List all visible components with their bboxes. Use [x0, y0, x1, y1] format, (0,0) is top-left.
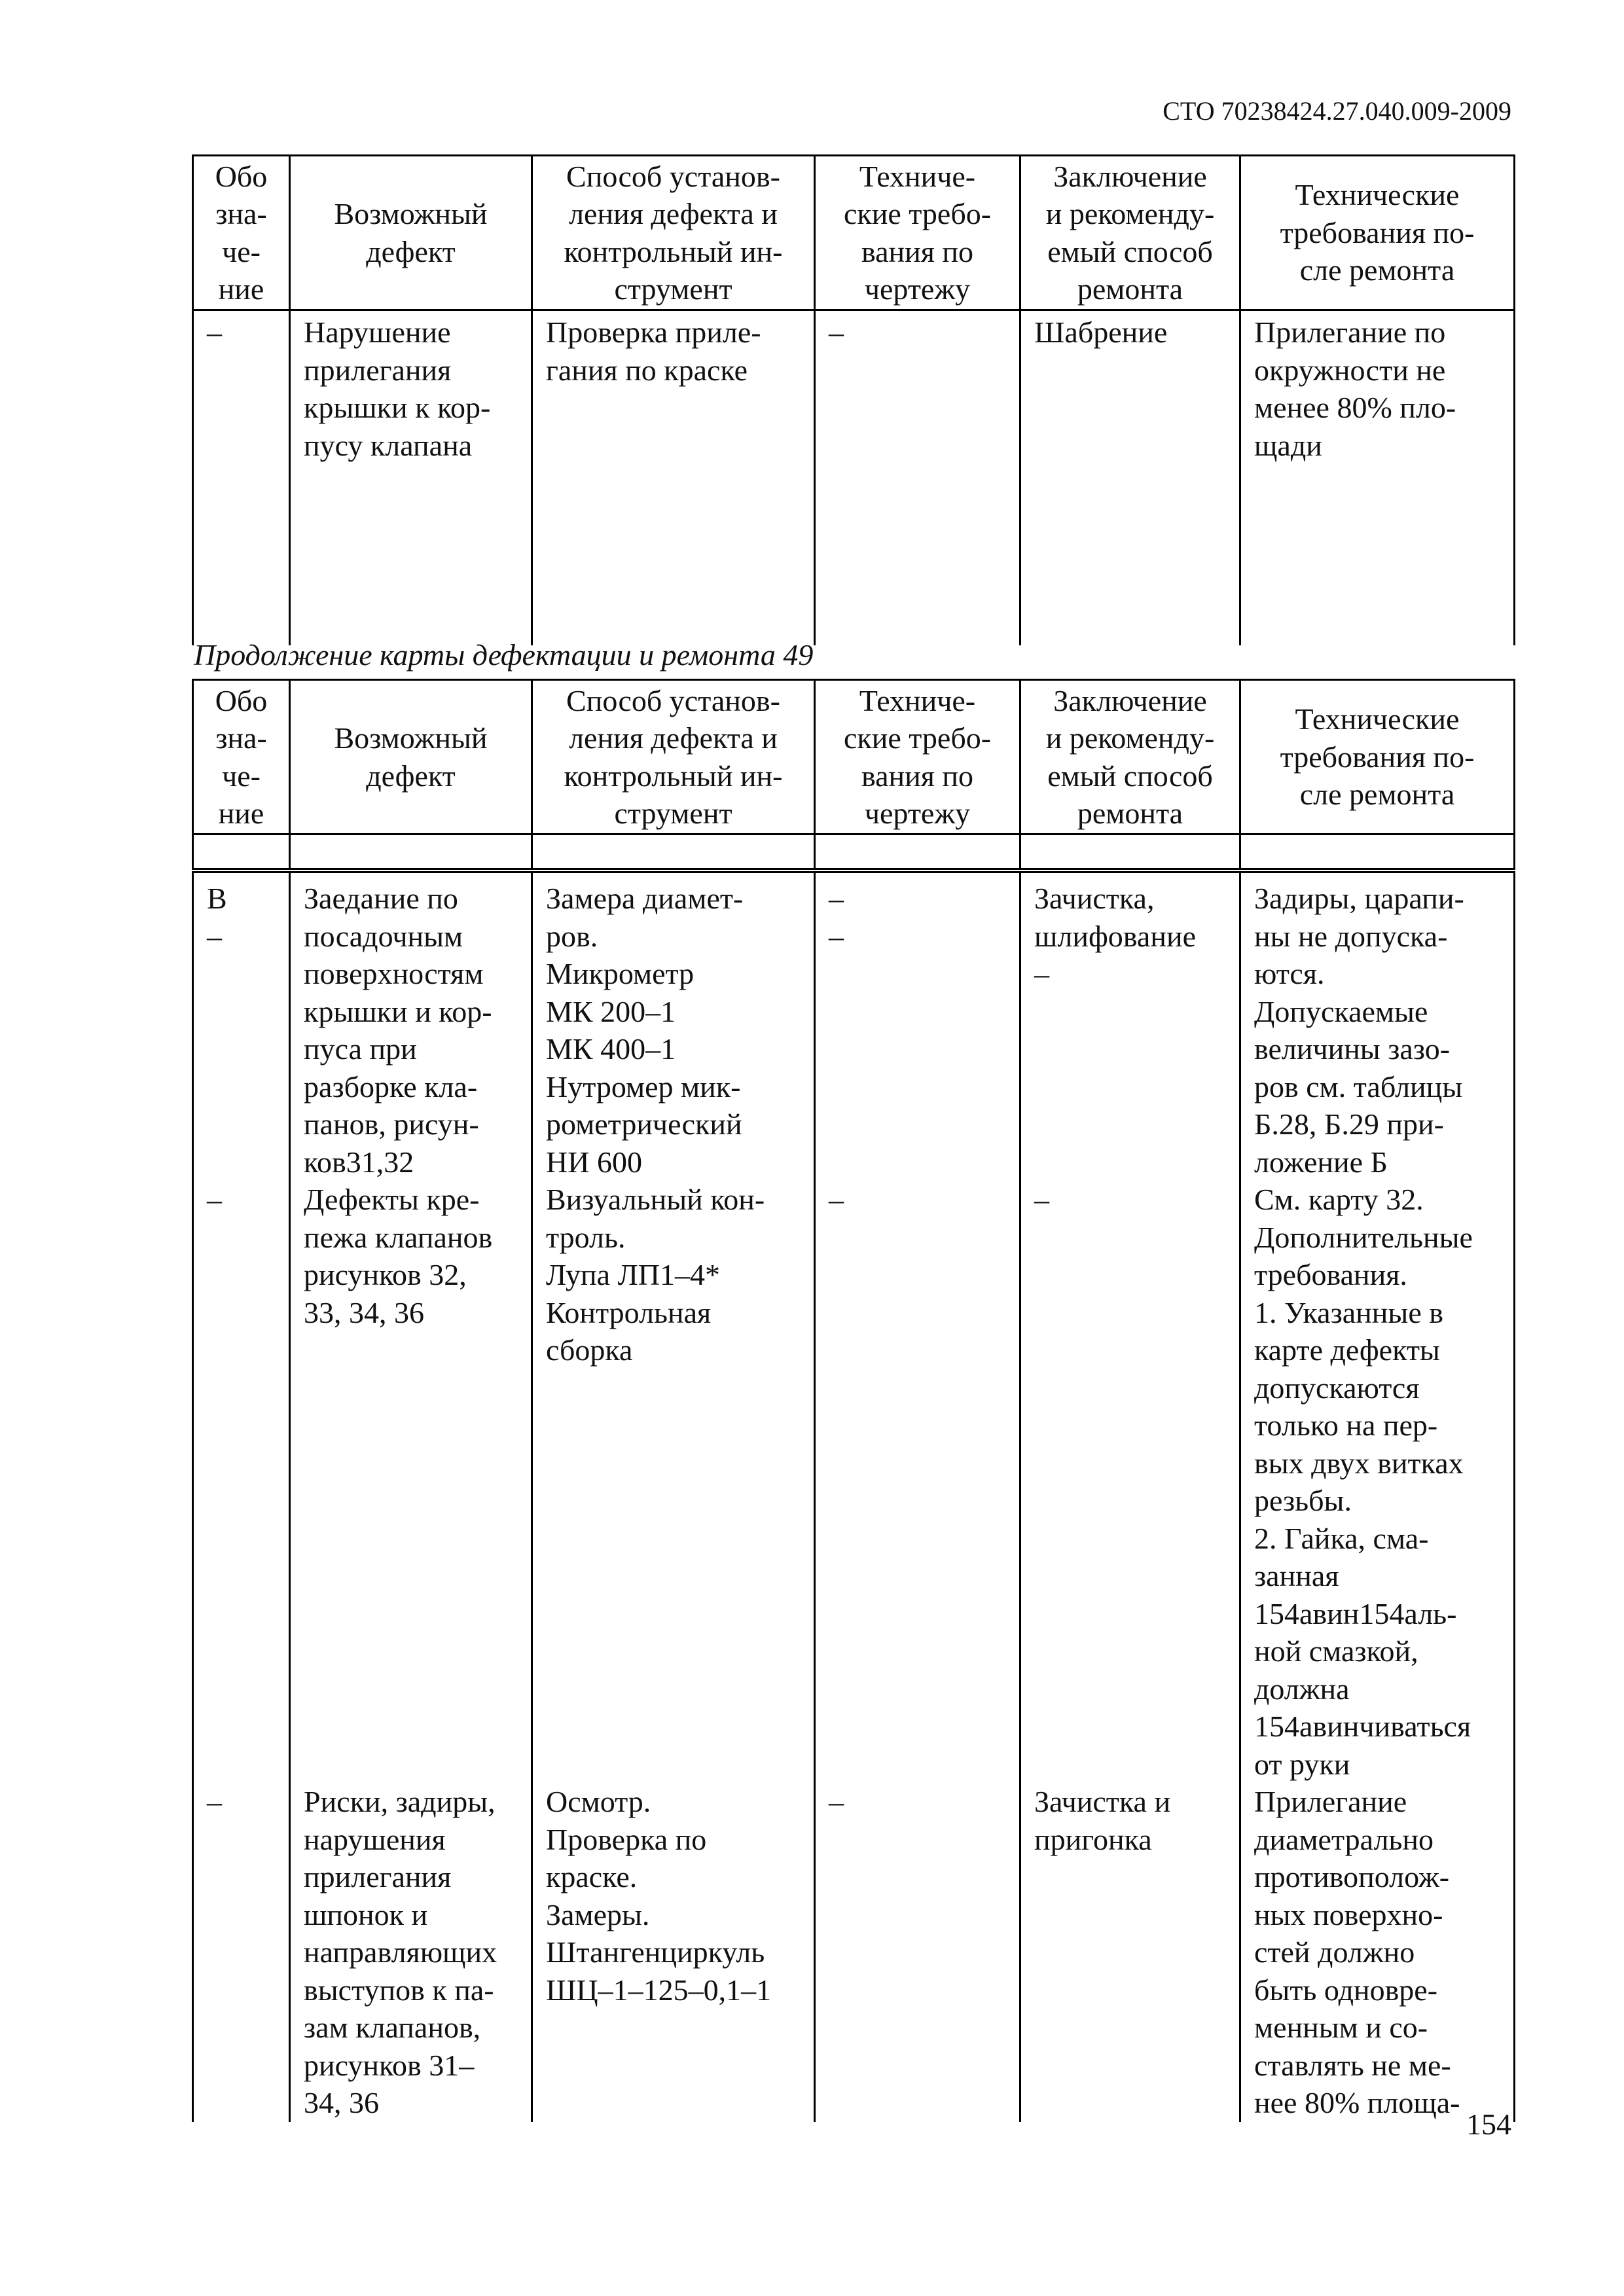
cell-defect: Риски, задиры, нарушения прилегания шпонок и направляющих выступов к па- зам клапанов, рисунков 31– 34, 36 — [290, 1783, 532, 2122]
cell-drawing-req: – — [815, 1783, 1020, 2122]
column-header-after-repair: Технические требования по- сле ремонта — [1240, 680, 1515, 834]
cell-method: Проверка приле- гания по краске — [532, 310, 815, 646]
column-header-designation: Обо зна- че- ние — [193, 680, 290, 834]
column-header-defect: Возможный дефект — [290, 156, 532, 310]
table-row — [193, 310, 1515, 646]
cell-designation: – — [193, 310, 290, 646]
cell-repair: Зачистка и пригонка — [1020, 1783, 1240, 2122]
cell-after-repair: Прилегание по окружности не менее 80% пло- щади — [1240, 310, 1515, 646]
cell-drawing-req: – – – — [815, 870, 1020, 1783]
column-header-method: Способ установ- ления дефекта и контрольный ин- струмент — [532, 680, 815, 834]
document-code: СТО 70238424.27.040.009-2009 — [1163, 96, 1511, 126]
empty-cell — [815, 834, 1020, 871]
empty-cell — [1240, 834, 1515, 871]
page-number: 154 — [1466, 2108, 1511, 2141]
defect-table-continued — [192, 679, 1515, 2122]
empty-cell — [193, 834, 290, 871]
cell-defect: Заедание по посадочным поверхностям крышки и кор- пуса при разборке кла- панов, рисун- ков31,32 Дефекты кре- пежа клапанов рисунков 32, 33, 34, 36 — [290, 870, 532, 1783]
table-header-row — [193, 156, 1515, 310]
table-row — [193, 870, 1515, 1783]
column-header-repair: Заключение и рекоменду- емый способ ремонта — [1020, 680, 1240, 834]
column-header-designation: Обо зна- че- ние — [193, 156, 290, 310]
cell-designation: – — [193, 1783, 290, 2122]
cell-repair: Шабрение — [1020, 310, 1240, 646]
empty-cell — [532, 834, 815, 871]
defect-table-top — [192, 154, 1515, 645]
cell-method: Осмотр. Проверка по краске. Замеры. Штангенциркуль ШЦ–1–125–0,1–1 — [532, 1783, 815, 2122]
table-caption: Продолжение карты дефектации и ремонта 49 — [194, 638, 814, 672]
column-header-repair: Заключение и рекоменду- емый способ ремонта — [1020, 156, 1240, 310]
cell-designation: В – – — [193, 870, 290, 1783]
cell-after-repair: Прилегание диаметрально противополож- ных поверхно- стей должно быть одновре- менным и со- ставлять не ме- нее 80% площа- — [1240, 1783, 1515, 2122]
empty-cell — [290, 834, 532, 871]
column-header-after-repair: Технические требования по- сле ремонта — [1240, 156, 1515, 310]
table-header-row — [193, 680, 1515, 834]
column-header-drawing-req: Техниче- ские требо- вания по чертежу — [815, 680, 1020, 834]
cell-method: Замера диамет- ров. Микрометр МК 200–1 МК 400–1 Нутромер мик- рометрический НИ 600 Визуальный кон- троль. Лупа ЛП1–4* Контрольная сборка — [532, 870, 815, 1783]
cell-after-repair: Задиры, царапи- ны не допуска- ются. Допускаемые величины зазо- ров см. таблицы Б.28, Б.29 при- ложение Б См. карту 32. Дополнительные требования. 1. Указанные в карте дефекты допускаются только на пер- вых двух витках резьбы. 2. Гайка, сма- занная 154авин154аль- ной смазкой, должна 154авинчиваться от руки — [1240, 870, 1515, 1783]
column-header-defect: Возможный дефект — [290, 680, 532, 834]
cell-drawing-req: – — [815, 310, 1020, 646]
cell-defect: Нарушение прилегания крышки к кор- пусу клапана — [290, 310, 532, 646]
table-row — [193, 1783, 1515, 2122]
column-header-drawing-req: Техниче- ские требо- вания по чертежу — [815, 156, 1020, 310]
empty-cell — [1020, 834, 1240, 871]
column-header-method: Способ установ- ления дефекта и контрольный ин- струмент — [532, 156, 815, 310]
empty-numbering-row — [193, 834, 1515, 871]
cell-repair: Зачистка, шлифование – – — [1020, 870, 1240, 1783]
